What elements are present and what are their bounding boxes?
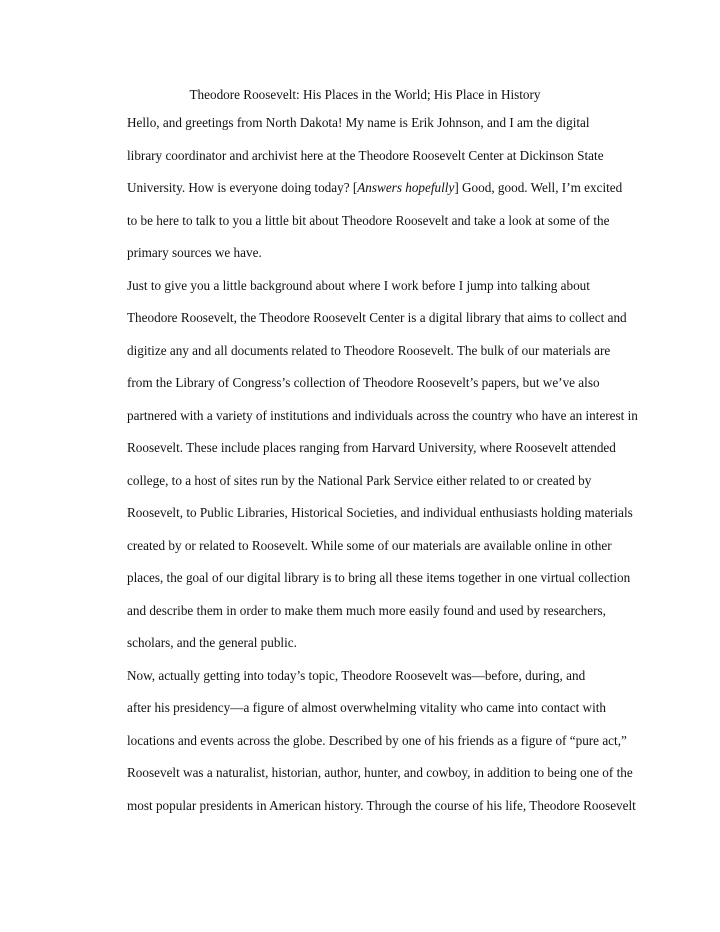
text-line: locations and events across the globe. Described by one of his friends as a figure of “pure act,” bbox=[127, 732, 627, 748]
text-line: primary sources we have. bbox=[127, 245, 262, 260]
text-line: college, to a host of sites run by the National Park Service either related to or created by bbox=[127, 472, 592, 488]
document-body bbox=[85, 83, 645, 822]
text-line: library coordinator and archivist here at the Theodore Roosevelt Center at Dickinson State bbox=[127, 147, 604, 163]
text-run: University. How is everyone doing today? [ bbox=[127, 180, 358, 195]
text-line: digitize any and all documents related to Theodore Roosevelt. The bulk of our materials are bbox=[127, 342, 611, 358]
text-line: Hello, and greetings from North Dakota! My name is Erik Johnson, and I am the digital bbox=[127, 115, 590, 130]
text-line: to be here to talk to you a little bit about Theodore Roosevelt and take a look at some of the bbox=[127, 212, 610, 228]
text-line: Roosevelt was a naturalist, historian, author, hunter, and cowboy, in addition to being one of the bbox=[127, 765, 633, 780]
text-line: Now, actually getting into today’s topic, Theodore Roosevelt was—before, during, and bbox=[127, 667, 586, 683]
text-line: from the Library of Congress’s collection of Theodore Roosevelt’s papers, but we’ve also bbox=[127, 375, 600, 390]
text-line: Roosevelt. These include places ranging from Harvard University, where Roosevelt attended bbox=[127, 440, 616, 455]
text-line: most popular presidents in American history. Through the course of his life, Theodore Roosevelt bbox=[127, 797, 636, 813]
text-line: Theodore Roosevelt, the Theodore Roosevelt Center is a digital library that aims to collect and bbox=[127, 310, 627, 325]
text-line: partnered with a variety of institutions and individuals across the country who have an interest in bbox=[127, 407, 638, 423]
paragraph-topic bbox=[85, 660, 645, 823]
text-line: Roosevelt, to Public Libraries, Historical Societies, and individual enthusiasts holding materials bbox=[127, 505, 633, 520]
text-run: ] Good, good. Well, I’m excited bbox=[454, 180, 623, 195]
paragraph-greeting bbox=[85, 107, 645, 270]
text-line: scholars, and the general public. bbox=[127, 635, 297, 650]
text-line: created by or related to Roosevelt. While some of our materials are available online in other bbox=[127, 537, 612, 553]
text-line: and describe them in order to make them much more easily found and used by researchers, bbox=[127, 602, 606, 618]
text-line bbox=[85, 172, 645, 205]
paragraph-background bbox=[85, 270, 645, 660]
text-line: after his presidency—a figure of almost overwhelming vitality who came into contact with bbox=[127, 700, 607, 715]
text-line: places, the goal of our digital library is to bring all these items together in one virtual collection bbox=[127, 570, 631, 585]
document-title: Theodore Roosevelt: His Places in the World; His Place in History bbox=[189, 87, 541, 102]
text-line: Just to give you a little background about where I work before I jump into talking about bbox=[127, 277, 590, 293]
stage-direction: Answers hopefully bbox=[357, 180, 455, 195]
